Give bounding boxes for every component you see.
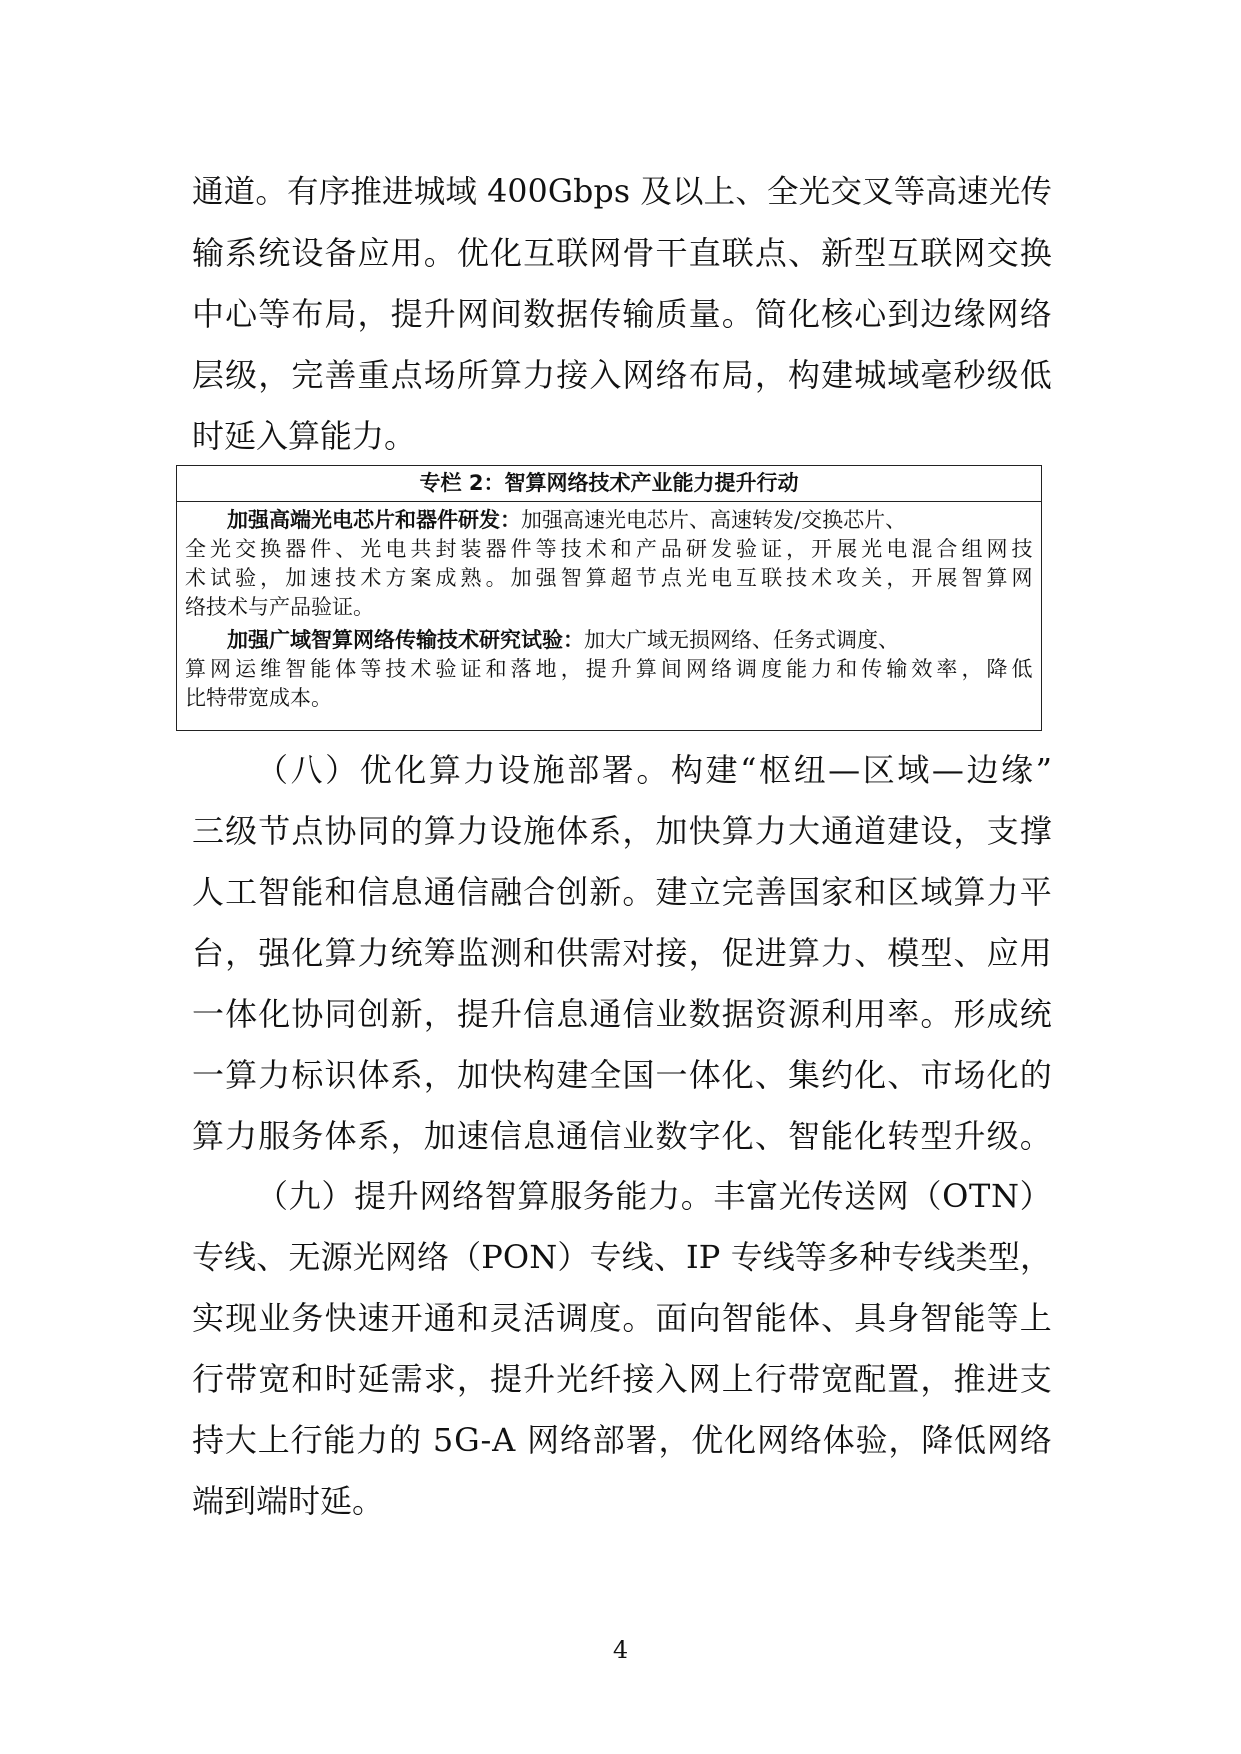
text-line: 输 系 统 设 备 应 用 。 优 化 互 联 网 骨 干 直 联 点 、 新 型 互 联 网 交 换	[192, 234, 1052, 272]
text-line: 一 算 力 标 识 体 系 ， 加 快 构 建 全 国 一 体 化 、 集 约 化 、 市 场 化 的	[192, 1056, 1052, 1094]
box-line: 术 试 验 ， 加 速 技 术 方 案 成 熟 。 加 强 智 算 超 节 点 光 电 互 联 技 术 攻 关 ， 开 展 智 算 网	[185, 566, 1033, 590]
text-line: 时延入算能力。	[192, 417, 417, 455]
text-line: 三 级 节 点 协 同 的 算 力 设 施 体 系 ， 加 快 算 力 大 通 道 建 设 ， 支 撑	[192, 812, 1052, 850]
text-line: （ 八 ） 优 化 算 力 设 施 部 署 。 构 建 “ 枢 纽 — 区 域 — 边 缘 ”	[256, 751, 1052, 789]
text-line: 算 力 服 务 体 系 ， 加 速 信 息 通 信 业 数 字 化 、 智 能 化 转 型 升 级 。	[192, 1117, 1052, 1155]
text-line: （ 九 ） 提 升 网 络 智 算 服 务 能 力 。 丰 富 光 传 送 网 （ O T N ）	[256, 1177, 1052, 1215]
text-line: 台 ， 强 化 算 力 统 筹 监 测 和 供 需 对 接 ， 促 进 算 力 、 模 型 、 应 用	[192, 934, 1052, 972]
box-line-heading: 加强广域智算网络传输技术研究试验：	[227, 628, 584, 652]
text-line: 人 工 智 能 和 信 息 通 信 融 合 创 新 。 建 立 完 善 国 家 和 区 域 算 力 平	[192, 873, 1052, 911]
box-line: 比特带宽成本。	[185, 686, 332, 710]
box-line-text: 加大广域无损网络、任务式调度、	[584, 628, 899, 652]
box-line: 全 光 交 换 器 件 、 光 电 共 封 装 器 件 等 技 术 和 产 品 研 发 验 证 ， 开 展 光 电 混 合 组 网 技	[185, 537, 1033, 561]
page-number: 4	[612, 1636, 629, 1664]
text-line: 端到端时延。	[192, 1482, 385, 1520]
text-line: 行 带 宽 和 时 延 需 求 ， 提 升 光 纤 接 入 网 上 行 带 宽 配 置 ， 推 进 支	[192, 1360, 1052, 1398]
box-line	[185, 626, 1033, 655]
text-line: 通 道 。 有 序 推 进 城 域 4 0 0 G b p s 及 以 上 、 全 光 交 叉 等 高 速 光 传	[192, 174, 1052, 210]
column-box	[176, 465, 1042, 731]
text-line: 层 级 ， 完 善 重 点 场 所 算 力 接 入 网 络 布 局 ， 构 建 城 域 毫 秒 级 低	[192, 356, 1052, 394]
box-line-heading: 加强高端光电芯片和器件研发：	[227, 508, 521, 532]
box-line	[185, 506, 1033, 535]
box-line-text: 加强高速光电芯片、高速转发/交换芯片、	[521, 508, 907, 532]
text-line: 持 大 上 行 能 力 的 5 G - A 网 络 部 署 ， 优 化 网 络 体 验 ， 降 低 网 络	[192, 1421, 1052, 1459]
box-line: 算 网 运 维 智 能 体 等 技 术 验 证 和 落 地 ， 提 升 算 间 网 络 调 度 能 力 和 传 输 效 率 ， 降 低	[185, 657, 1033, 681]
column-box-title: 专栏 2：智算网络技术产业能力提升行动	[177, 466, 1041, 502]
text-line: 一 体 化 协 同 创 新 ， 提 升 信 息 通 信 业 数 据 资 源 利 用 率 。 形 成 统	[192, 995, 1052, 1033]
text-line: 专 线 、 无 源 光 网 络 （ P O N ） 专 线 、 I P 专 线 等 多 种 专 线 类 型 ，	[192, 1238, 1052, 1276]
text-line: 中 心 等 布 局 ， 提 升 网 间 数 据 传 输 质 量 。 简 化 核 心 到 边 缘 网 络	[192, 295, 1052, 333]
text-line: 实 现 业 务 快 速 开 通 和 灵 活 调 度 。 面 向 智 能 体 、 具 身 智 能 等 上	[192, 1299, 1052, 1337]
box-line: 络技术与产品验证。	[185, 595, 374, 619]
